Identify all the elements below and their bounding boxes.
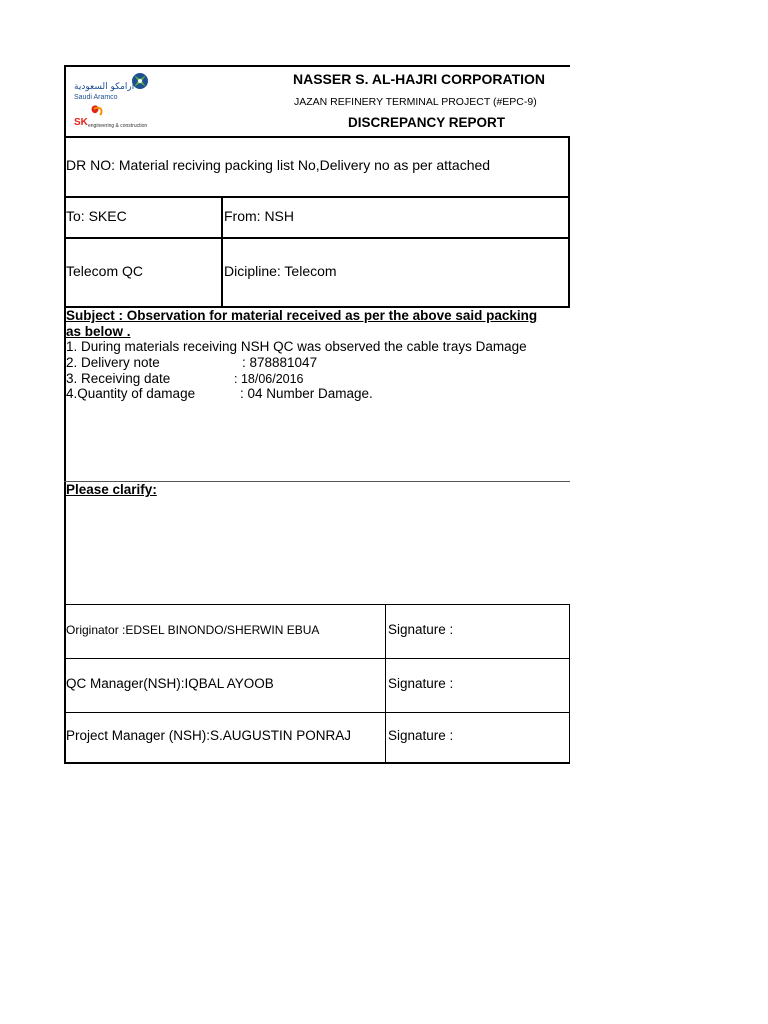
sk-logo-icon — [92, 105, 102, 115]
discrepancy-report-sheet — [64, 65, 570, 764]
item-4-label: 4.Quantity of damage — [66, 386, 196, 401]
item-4-value: : 04 Number Damage. — [240, 386, 373, 401]
saudi-aramco-logo-icon — [70, 69, 154, 133]
sk-mark-text: SK — [74, 117, 88, 128]
from-field: From: NSH — [224, 208, 294, 224]
signoff-row-1-bottom — [64, 658, 570, 659]
dr-row-right — [568, 136, 570, 308]
project-name: JAZAN REFINERY TERMINAL PROJECT (#EPC-9) — [294, 96, 537, 108]
to-field: To: SKEC — [66, 208, 127, 224]
originator-signature-label: Signature : — [388, 622, 454, 637]
discipline-field: Dicipline: Telecom — [224, 263, 337, 279]
item-3-label: 3. Receiving date — [66, 371, 171, 386]
signoff-table-right — [569, 604, 570, 764]
signoff-table-top — [64, 604, 570, 605]
item-3-value: : 18/06/2016 — [234, 372, 304, 386]
signoff-column-divider — [385, 604, 386, 764]
project-manager-name: Project Manager (NSH):S.AUGUSTIN PONRAJ — [66, 728, 352, 743]
telecom-row-top — [64, 237, 570, 239]
item-1: 1. During materials receiving NSH QC was observed the cable trays Damage — [66, 339, 527, 354]
item-2-value: : 878881047 — [242, 355, 318, 370]
project-manager-signature-label: Signature : — [388, 728, 454, 743]
originator-name: Originator :EDSEL BINONDO/SHERWIN EBUA — [66, 623, 320, 637]
report-title: DISCREPANCY REPORT — [348, 115, 506, 130]
sk-subtitle-text: engineering & construction — [88, 123, 148, 129]
company-logos — [70, 69, 154, 133]
department-field: Telecom QC — [66, 263, 144, 279]
item-2-label: 2. Delivery note — [66, 355, 160, 370]
dr-number: DR NO: Material reciving packing list No,Delivery no as per attached — [66, 157, 491, 173]
subject-line-1: Subject : Observation for material received as per the above said packing — [66, 308, 538, 323]
to-from-divider — [221, 196, 223, 308]
qc-manager-name: QC Manager(NSH):IQBAL AYOOB — [66, 676, 274, 691]
subject-line-2: as below . — [66, 324, 131, 339]
aramco-english-text: Saudi Aramco — [74, 94, 118, 101]
border-top — [64, 65, 570, 67]
qc-manager-signature-label: Signature : — [388, 676, 454, 691]
aramco-arabic-text: ارامكو السعودية — [74, 82, 135, 92]
company-name: NASSER S. AL-HAJRI CORPORATION — [293, 71, 546, 87]
please-clarify-label: Please clarify: — [66, 482, 157, 497]
to-row-top — [64, 196, 570, 198]
signoff-row-2-bottom — [64, 712, 570, 713]
signoff-table-bottom — [64, 762, 570, 764]
dr-row-top — [64, 136, 570, 138]
